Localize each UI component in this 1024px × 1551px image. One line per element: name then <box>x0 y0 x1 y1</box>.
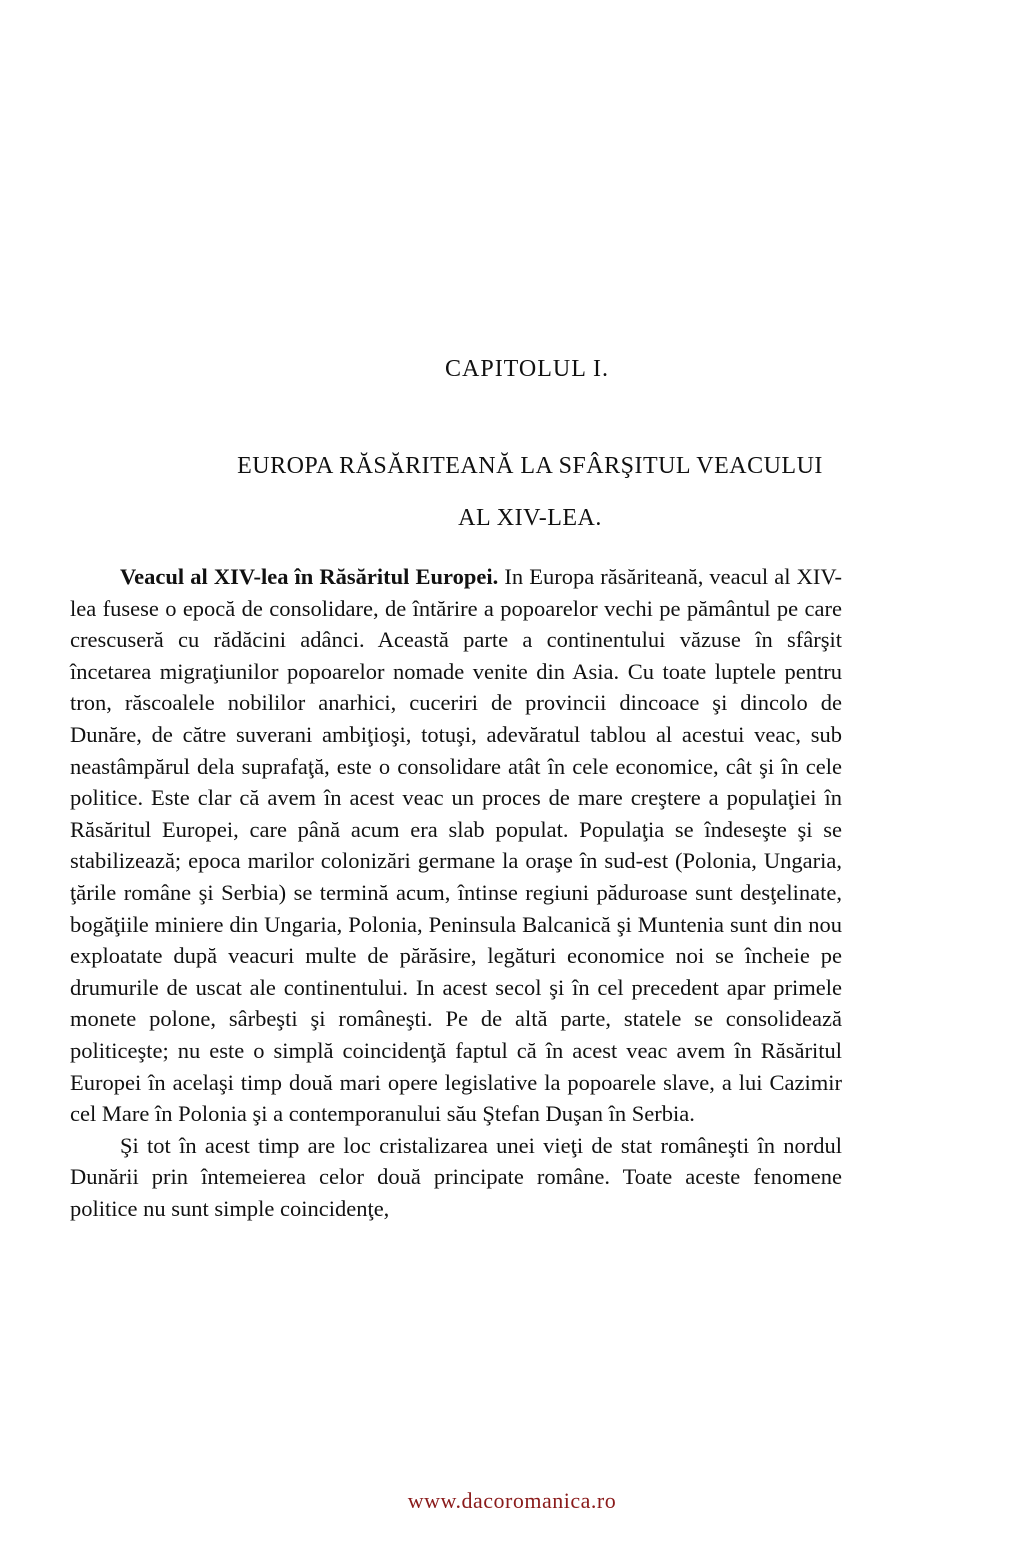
chapter-label: CAPITOLUL I. <box>445 356 609 382</box>
chapter-title <box>140 440 920 544</box>
footer-url: www.dacoromanica.ro <box>407 1488 617 1513</box>
paragraph-2: Şi tot în acest timp are loc cristalizarea unei vieţi de stat româneşti în nordul Dunării prin întemeierea celor două principate române. Toate aceste fenomene politice nu sunt simple coincidenţe, <box>70 1132 842 1221</box>
paragraph-1 <box>70 561 842 1130</box>
paragraph-1-text: In Europa răsăriteană, veacul al XIV-lea fusese o epocă de consolidare, de întărire a popoarelor vechi pe pământul pe care crescuseră cu rădăcini adânci. Această parte a continentului văzuse în sfârşit încetarea migraţiunilor popoarelor nomade venite din Asia. Cu toate luptele pentru tron, răscoalele nobililor anarhici, cuceriri de provincii dincoace şi dincolo de Dunăre, de către suverani ambiţioşi, totuşi, adevăratul tablou al acestui veac, sub neastâmpărul dela suprafaţă, este o consolidare atât în cele economice, cât şi în cele politice. Este clar că avem în acest veac un proces de mare creştere a populaţiei în Răsăritul Europei, care până acum era slab populat. Populaţia se îndeseşte şi se stabilizează; epoca marilor colonizări germane la oraşe în sud-est (Polonia, Ungaria, ţările române şi Serbia) se termină acum, întinse regiuni păduroase sunt desţelinate, bogăţiile miniere din Ungaria, Polonia, Peninsula Balcanică şi Muntenia sunt din nou exploatate după veacuri multe de părăsire, legături economice noi se încheie pe drumurile de uscat ale continentului. In acest secol şi în cel precedent apar primele monete polone, sârbeşti şi româneşti. Pe de altă parte, statele se consolidează politiceşte; nu este o simplă coincidenţă faptul că în acest veac avem în Răsăritul Europei în acelaşi timp două mari opere legislative la popoarele slave, a lui Cazimir cel Mare în Polonia şi a contemporanului său Ştefan Duşan în Serbia. <box>70 564 843 1127</box>
lead-heading: Veacul al XIV-lea în Răsăritul Europei. <box>120 564 499 589</box>
body-text <box>70 561 842 1224</box>
chapter-title-line-1: EUROPA RĂSĂRITEANĂ LA SFÂRŞITUL VEACULUI <box>237 453 823 479</box>
chapter-title-line-2: AL XIV-LEA. <box>458 505 602 531</box>
